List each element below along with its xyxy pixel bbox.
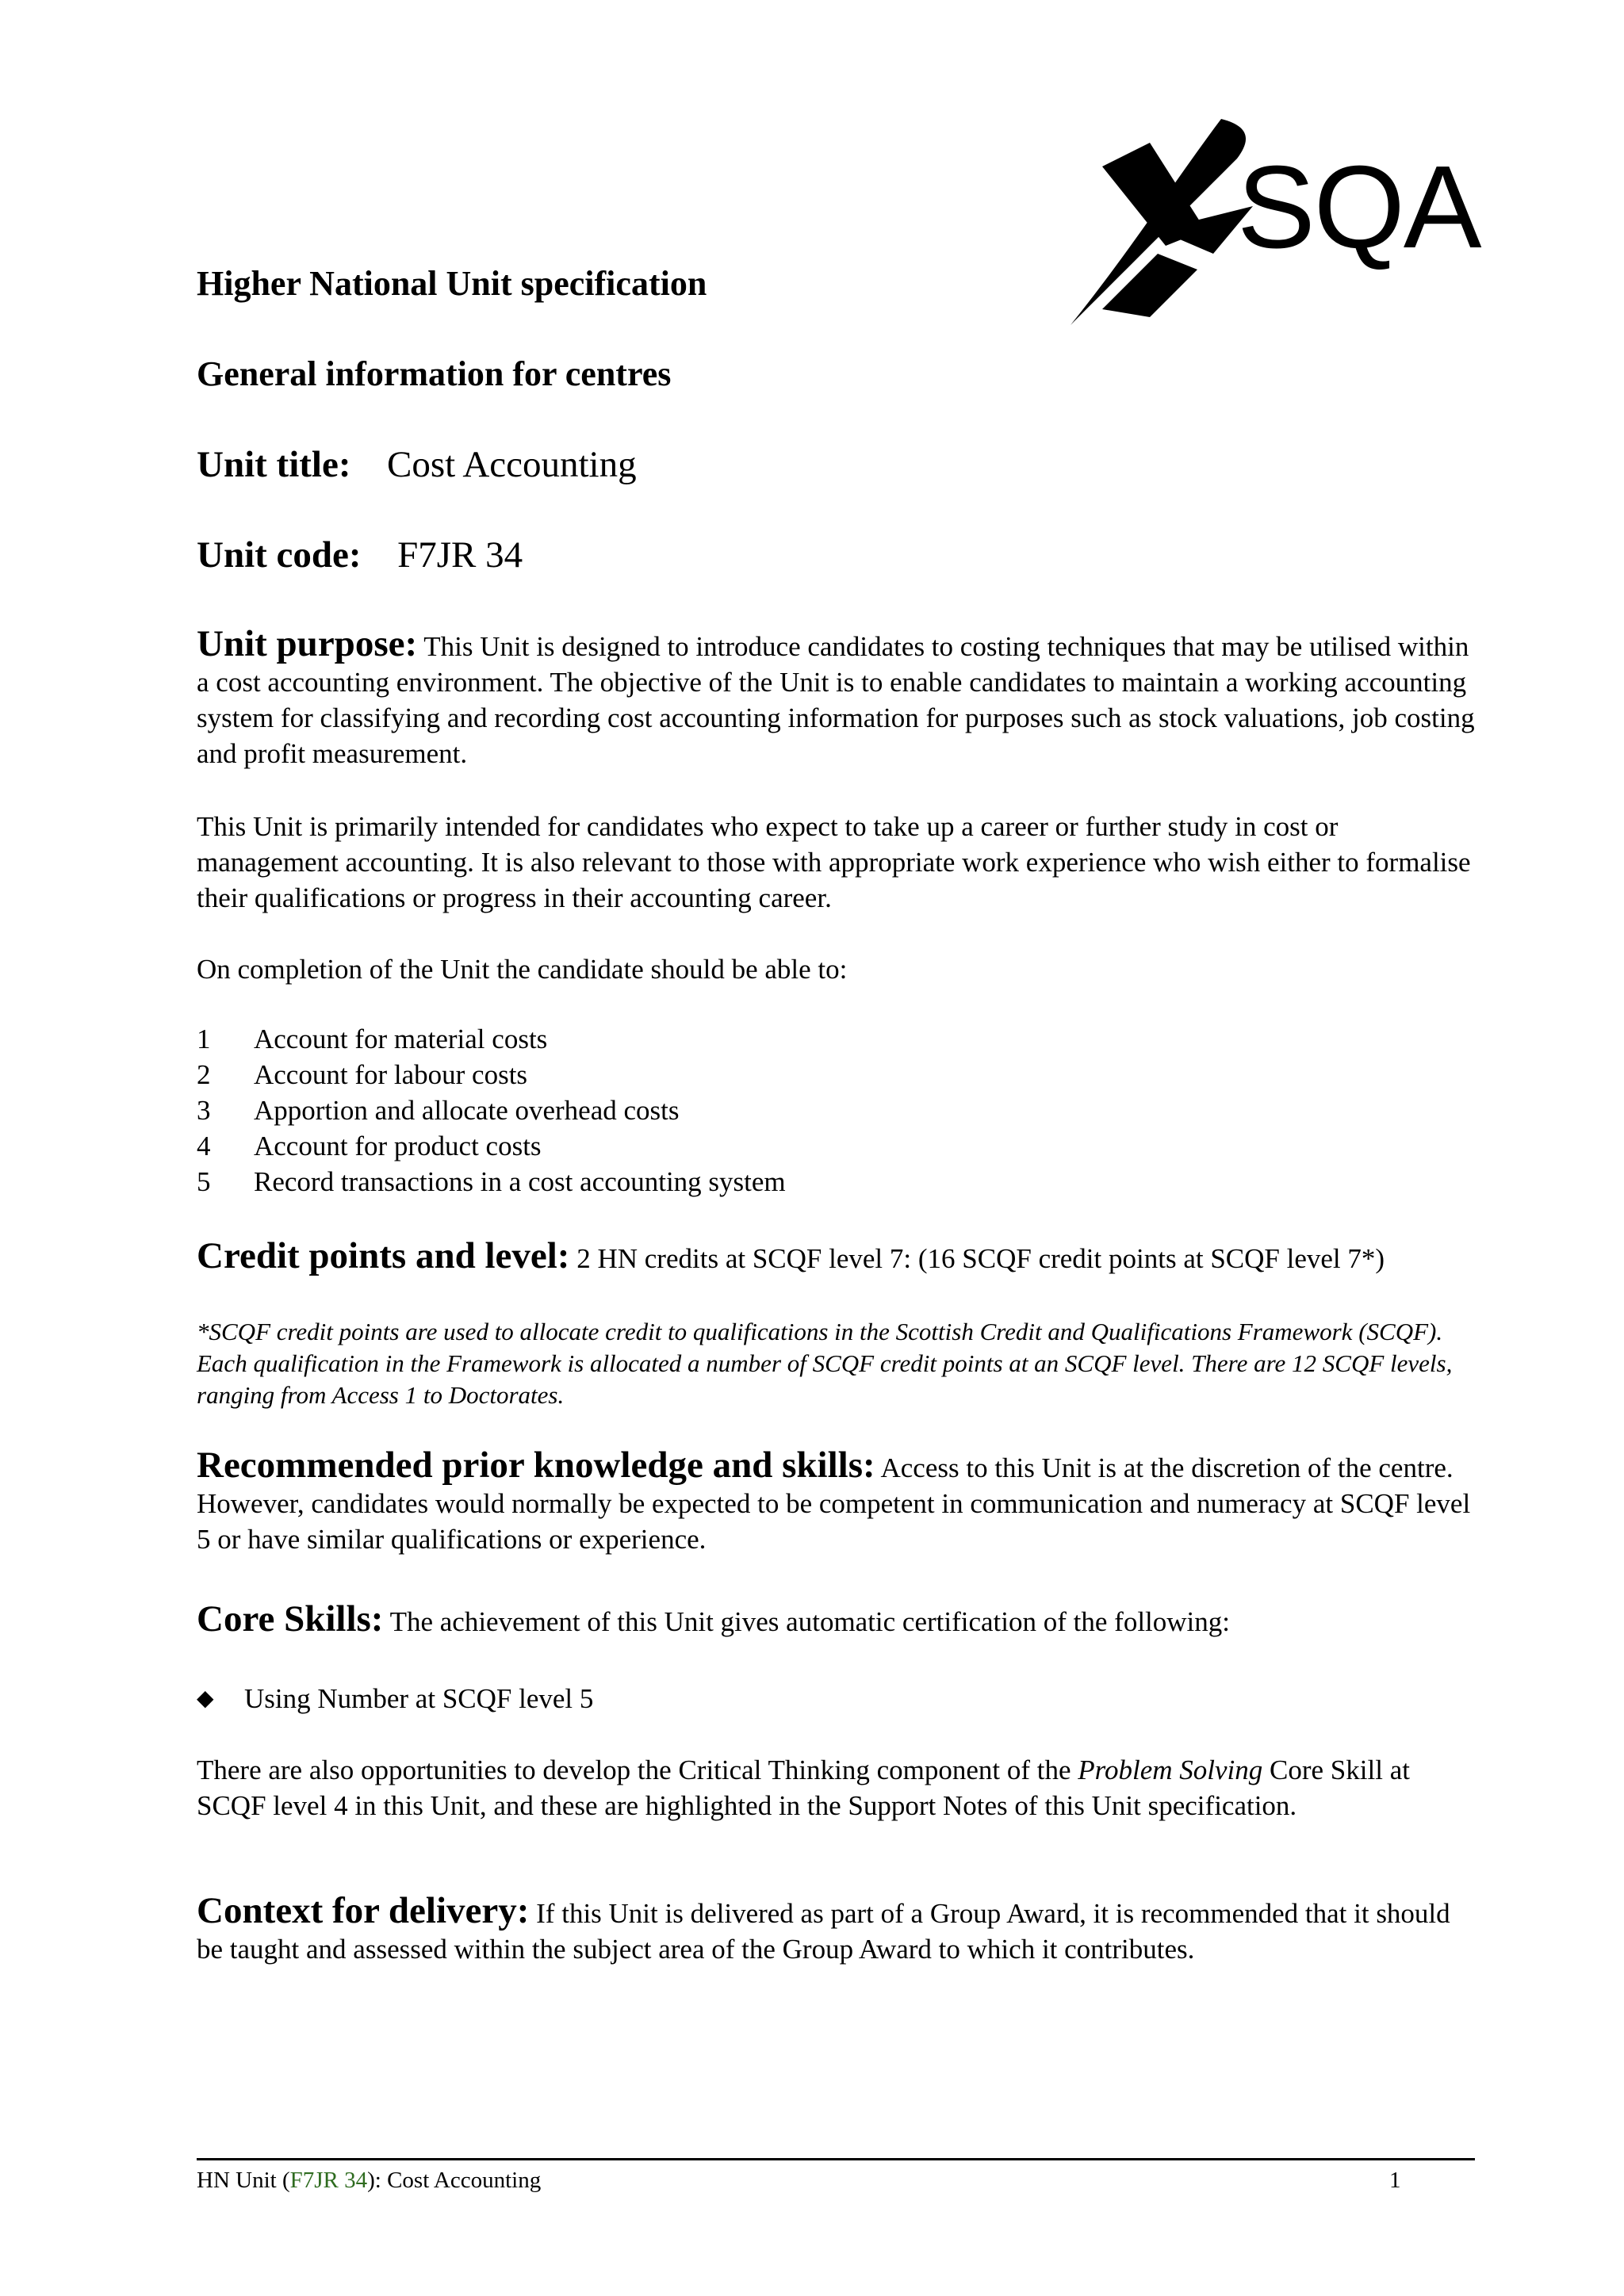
unit-purpose-para1: This Unit is designed to introduce candidates to costing techniques that may be utilised within a cost accounting environment. The objective of the Unit is to enable candidates to maintain a working accounting system for classifying and recording cost accounting information for purposes such as stock valuations, job costing and profit measurement. bbox=[197, 631, 1475, 769]
unit-purpose-para2: This Unit is primarily intended for candidates who expect to take up a career or further study in cost or management accounting. It is also relevant to those with appropriate work experience who wish either to formalise their qualifications or progress in their accounting career. bbox=[197, 811, 1471, 913]
sqa-logo-text: SQA bbox=[1237, 142, 1480, 273]
unit-title-value: Cost Accounting bbox=[386, 444, 637, 485]
outcome-text: Apportion and allocate overhead costs bbox=[254, 1095, 680, 1126]
core-skills-paragraph bbox=[197, 1752, 1481, 1823]
core-skills-para-before: There are also opportunities to develop the Critical Thinking component of the bbox=[197, 1755, 1071, 1785]
outcome-text: Record transactions in a cost accounting system bbox=[254, 1166, 786, 1197]
unit-code-value: F7JR 34 bbox=[397, 534, 523, 576]
page-number: 1 bbox=[1389, 2168, 1401, 2193]
outcome-number: 1 bbox=[197, 1024, 211, 1054]
footer-reference bbox=[197, 2166, 541, 2195]
context-section bbox=[197, 1890, 1481, 1967]
core-skill-bullet-text: Using Number at SCQF level 5 bbox=[244, 1683, 594, 1714]
core-skills-section bbox=[197, 1598, 1481, 1640]
diamond-bullet-icon: ◆ bbox=[197, 1686, 214, 1711]
footer-divider bbox=[197, 2158, 1475, 2160]
core-skills-para-after: Core Skill at SCQF level 4 in this Unit, and these are highlighted in the Support Notes of this Unit specification. bbox=[197, 1755, 1410, 1821]
outcome-text: Account for product costs bbox=[254, 1131, 542, 1161]
prior-knowledge-heading: Recommended prior knowledge and skills: bbox=[197, 1445, 875, 1486]
unit-title-label: Unit title: bbox=[197, 444, 351, 485]
document-title: Higher National Unit specification bbox=[197, 264, 707, 303]
unit-purpose-section bbox=[197, 623, 1481, 771]
outcome-number: 3 bbox=[197, 1095, 211, 1126]
unit-code-row bbox=[197, 533, 1481, 577]
core-skills-para-italic: Problem Solving bbox=[1078, 1755, 1263, 1785]
document-subtitle: General information for centres bbox=[197, 354, 672, 393]
unit-code-label: Unit code: bbox=[197, 534, 362, 576]
outcome-number: 5 bbox=[197, 1166, 211, 1197]
credit-heading: Credit points and level: bbox=[197, 1235, 570, 1276]
outcome-text: Account for material costs bbox=[254, 1024, 548, 1054]
context-text: If this Unit is delivered as part of a Group Award, it is recommended that it should be taught and assessed within the subject area of the Group Award to which it contributes. bbox=[197, 1898, 1450, 1965]
outcome-number: 2 bbox=[197, 1059, 211, 1090]
credit-section bbox=[197, 1235, 1497, 1276]
core-skills-text: The achievement of this Unit gives automatic certification of the following: bbox=[389, 1606, 1230, 1637]
credit-note: *SCQF credit points are used to allocate credit to qualifications in the Scottish Credit and Qualifications Framework (SCQF). Each qualification in the Framework is allocated a number of SCQF credit points at an SCQF level. There are 12 SCQF levels, ranging from Access 1 to Doctorates. bbox=[197, 1318, 1453, 1409]
outcome-text: Account for labour costs bbox=[254, 1059, 528, 1090]
unit-purpose-para3: On completion of the Unit the candidate should be able to: bbox=[197, 954, 848, 985]
footer-suffix: ): Cost Accounting bbox=[367, 2168, 542, 2193]
prior-knowledge-section bbox=[197, 1445, 1481, 1557]
prior-knowledge-text: Access to this Unit is at the discretion of the centre. However, candidates would normally be expected to be competent in communication and numeracy at SCQF level 5 or have similar qualifications or experience. bbox=[197, 1452, 1471, 1555]
outcome-number: 4 bbox=[197, 1131, 211, 1161]
footer-prefix: HN Unit ( bbox=[197, 2168, 290, 2193]
unit-purpose-heading: Unit purpose: bbox=[197, 623, 418, 664]
unit-title-row bbox=[197, 442, 1481, 487]
core-skills-heading: Core Skills: bbox=[197, 1598, 384, 1640]
footer-code: F7JR 34 bbox=[289, 2168, 368, 2193]
context-heading: Context for delivery: bbox=[197, 1890, 530, 1931]
credit-text: 2 HN credits at SCQF level 7: (16 SCQF credit points at SCQF level 7*) bbox=[576, 1243, 1385, 1274]
